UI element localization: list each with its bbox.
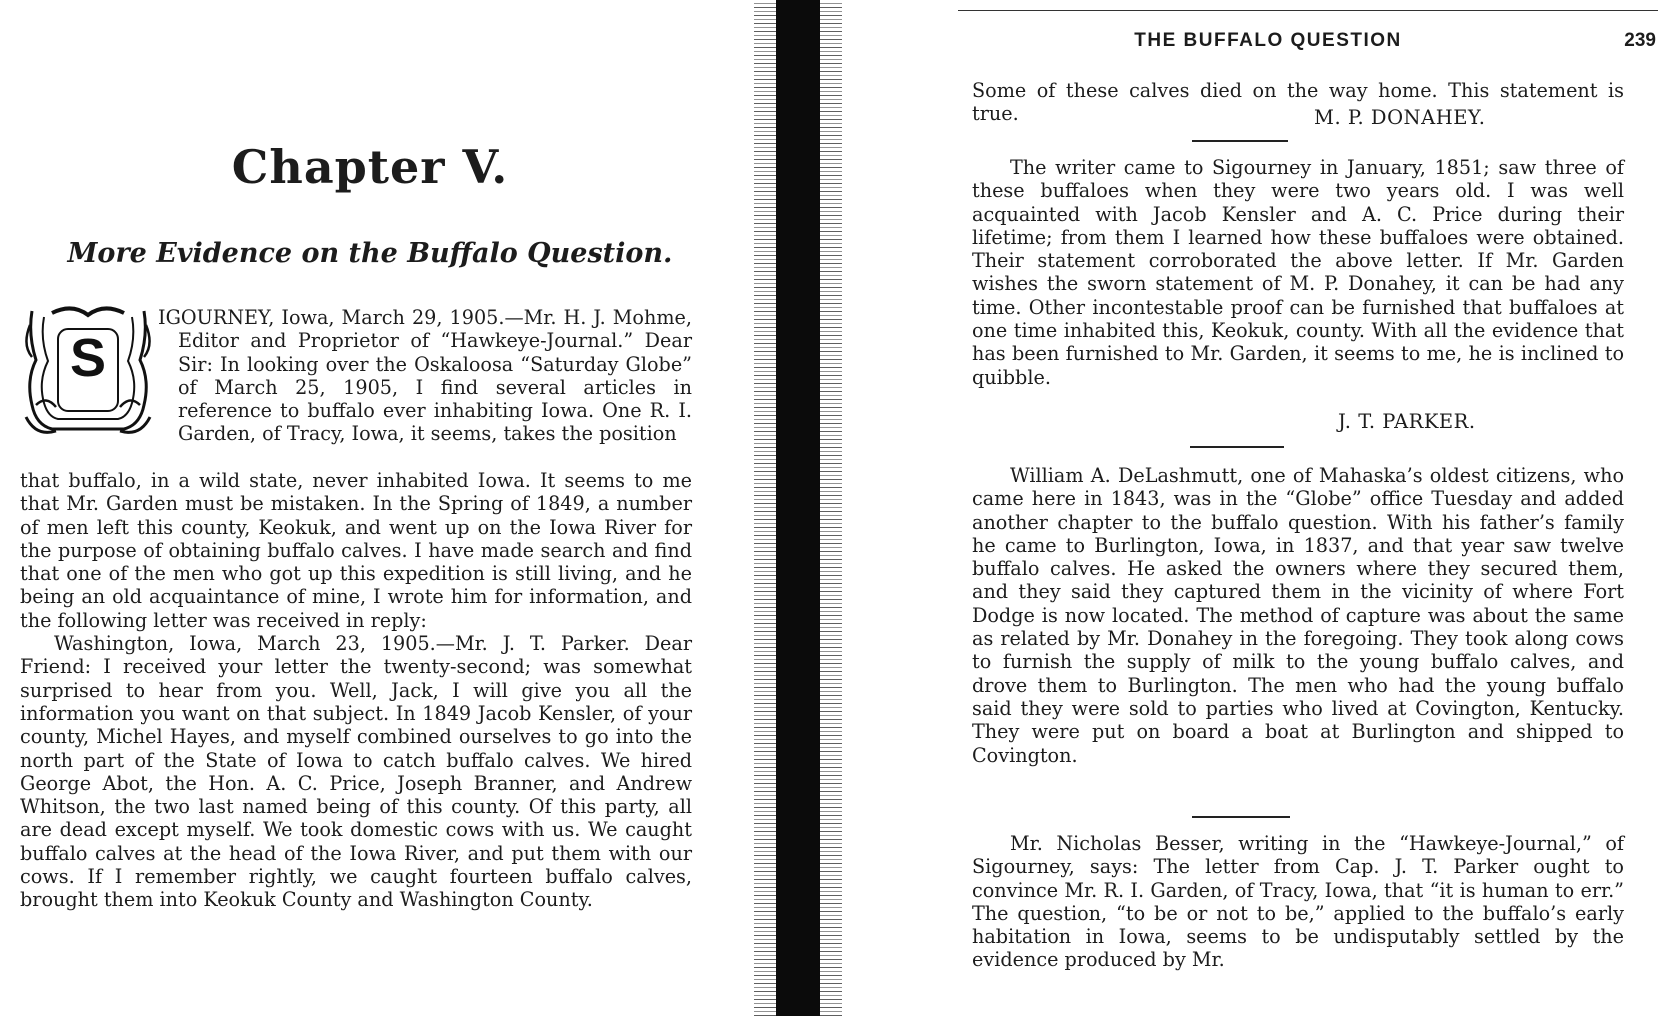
intro-paragraph: IGOURNEY, Iowa, March 29, 1905.—Mr. H. J. Mohme, Editor and Proprietor of “Hawkeye-Journal.” Dear Sir: In looking over the Oskaloosa “Saturday Globe” of March 25, 1905, I find several articles in reference to buffalo ever inhabiting Iowa. One R. I. Garden, of Tracy, Iowa, it seems, takes the position (158, 306, 692, 446)
header-rule (958, 10, 1658, 11)
paragraph: The writer came to Sigourney in January, 1851; saw three of these buffaloes when they were two years old. I was well acquainted with Jacob Kensler and A. C. Price during their lifetime; from them I learned how these buffaloes were obtained. Their statement corroborated the above letter. If Mr. Garden wishes the sworn statement of M. P. Donahey, it can be had any time. Other incontestable proof can be furnished that buffaloes at one time inhabited this, Keokuk, county. With all the evidence that has been furnished to Mr. Garden, it seems to me, he is inclined to quibble. (972, 156, 1624, 389)
parker-paragraph (972, 156, 1624, 389)
left-main-text (20, 469, 692, 912)
dropcap-letter: S (69, 328, 107, 388)
paragraph: that buffalo, in a wild state, never inhabited Iowa. It seems to me that Mr. Garden must be mistaken. In the Spring of 1849, a number of men left this county, Keokuk, and went up on the Iowa River for the purpose of obtaining buffalo calves. I have made search and find that one of the men who got up this expedition is still living, and he being an old acquaintance of mine, I wrote him for information, and the following letter was received in reply: (20, 469, 692, 632)
section-divider (1192, 816, 1290, 818)
section-divider (1190, 446, 1284, 448)
chapter-subtitle: More Evidence on the Buffalo Question. (67, 238, 673, 269)
paragraph: Washington, Iowa, March 23, 1905.—Mr. J. T. Parker. Dear Friend: I received your letter the twenty-second; was somewhat surprised to hear from you. Well, Jack, I will give you all the information you want on that subject. In 1849 Jacob Kensler, of your county, Michel Hayes, and myself combined ourselves to go into the north part of the State of Iowa to catch buffalo calves. We hired George Abot, the Hon. A. C. Price, Joseph Branner, and Andrew Whitson, the two last named being of this county. Of this party, all are dead except myself. We took domestic cows with us. We caught buffalo calves at the head of the Iowa River, and put them with our cows. If I remember rightly, we caught fourteen buffalo calves, brought them into Keokuk County and Washington County. (20, 632, 692, 912)
signature-donahey: M. P. DONAHEY. (1314, 106, 1486, 129)
besser-paragraph (972, 832, 1624, 972)
section-divider (1192, 140, 1288, 142)
page-number: 239 (1624, 30, 1656, 51)
book-spine (776, 0, 820, 1016)
paragraph: Mr. Nicholas Besser, writing in the “Hawkeye-Journal,” of Sigourney, says: The letter from Cap. J. T. Parker ought to convince Mr. R. I. Garden, of Tracy, Iowa, that “it is human to err.” The question, “to be or not to be,” applied to the buffalo’s early habitation in Iowa, seems to be undisputably settled by the evidence produced by Mr. (972, 832, 1624, 972)
running-title: THE BUFFALO QUESTION (1134, 30, 1402, 51)
right-page (880, 0, 1658, 1016)
ornamental-dropcap (22, 305, 154, 439)
paragraph: William A. DeLashmutt, one of Mahaska’s oldest citizens, who came here in 1843, was in the “Globe” office Tuesday and added another chapter to the buffalo question. With his father’s family he came to Burlington, Iowa, in 1837, and that year saw twelve buffalo calves. He asked the owners where they secured them, and they said they captured them in the vicinity of where Fort Dodge is now located. The method of capture was about the same as related by Mr. Donahey in the foregoing. They took along cows to furnish the supply of milk to the young buffalo calves, and drove them to Burlington. The men who had the young buffalo said they were sold to parties who lived at Covington, Kentucky. They were put on board a boat at Burlington and shipped to Covington. (972, 464, 1624, 767)
delashmutt-paragraph (972, 464, 1624, 767)
spine-edge-left (754, 0, 776, 1016)
signature-parker: J. T. PARKER. (1338, 410, 1476, 433)
chapter-title: Chapter V. (231, 140, 509, 194)
paragraph: Some of these calves died on the way home. This statement is true. (972, 79, 1624, 126)
spine-edge-right (820, 0, 842, 1016)
continuation-paragraph (972, 79, 1624, 126)
left-page (0, 0, 740, 1016)
